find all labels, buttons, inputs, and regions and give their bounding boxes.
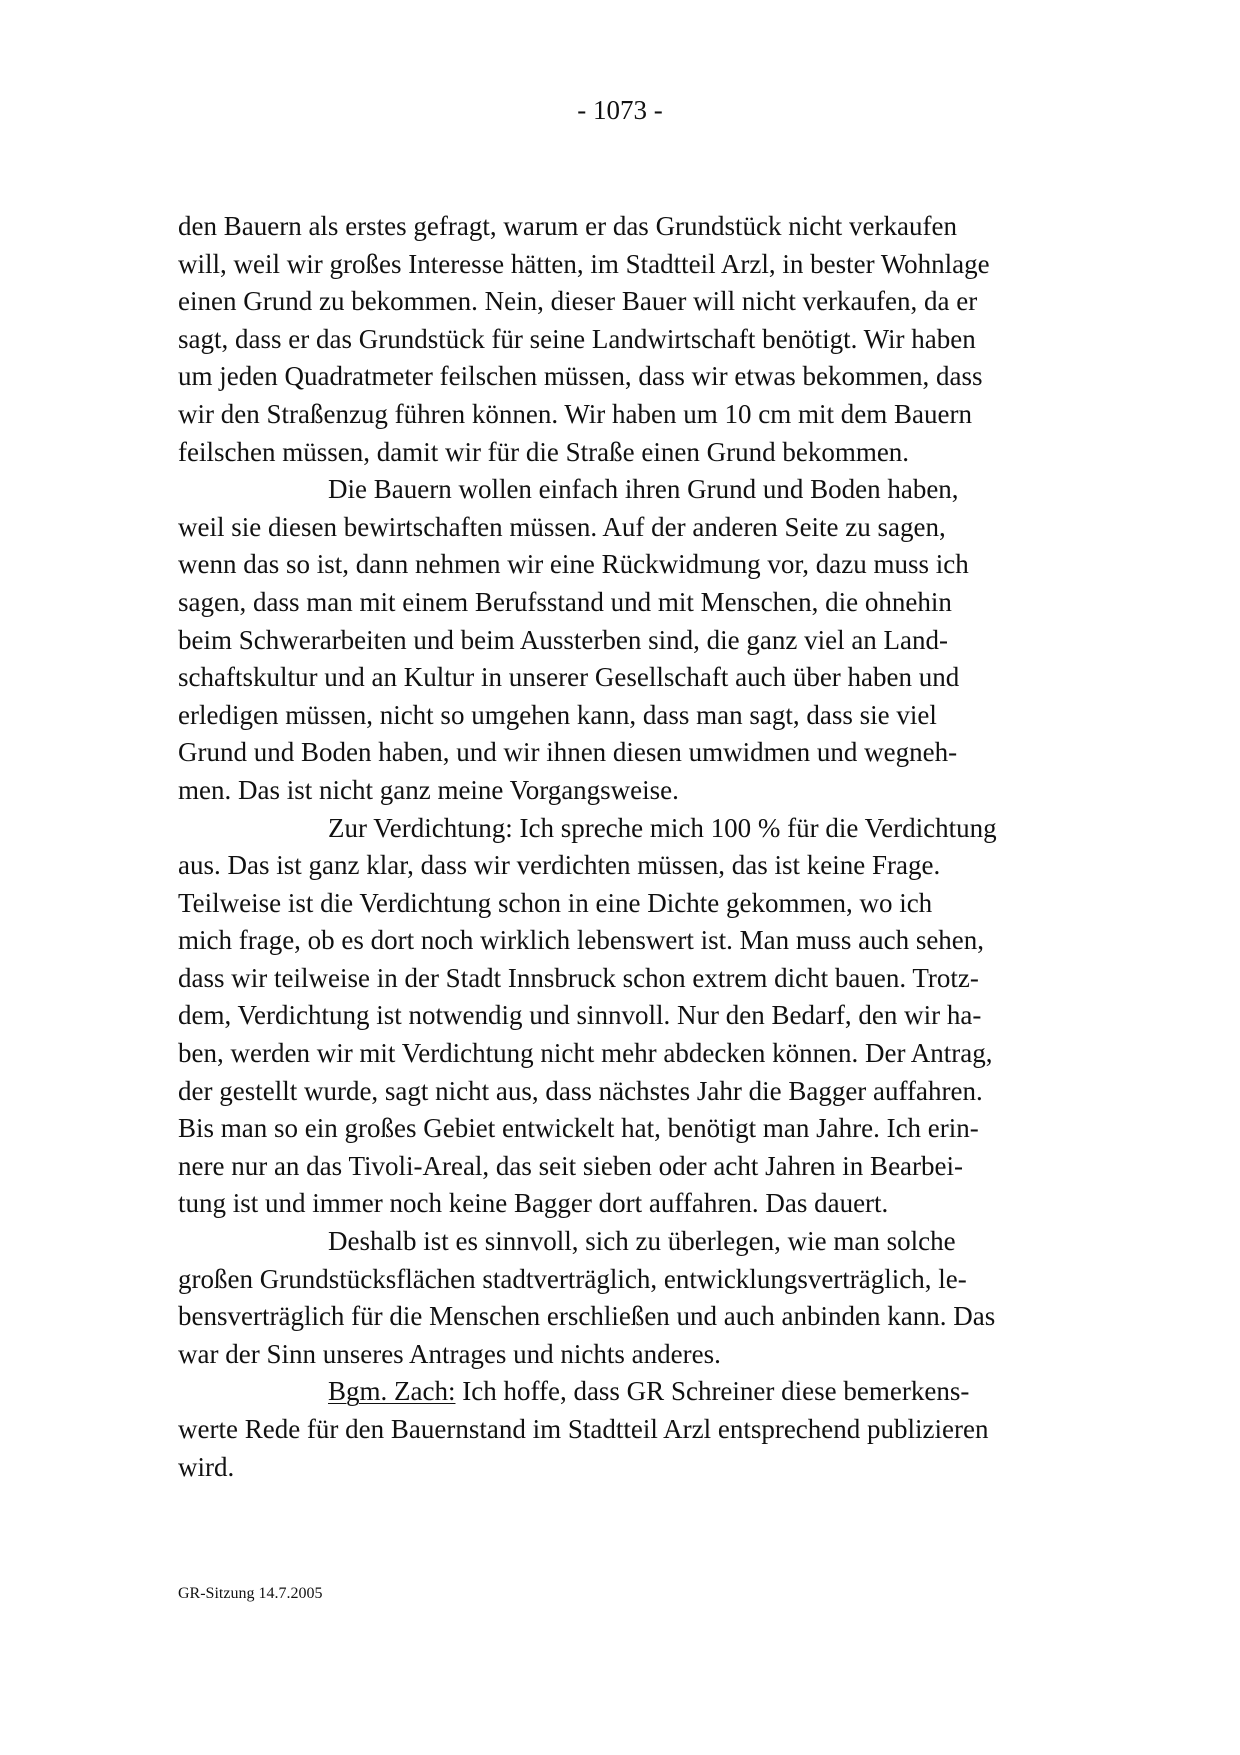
text-line: dem, Verdichtung ist notwendig und sinnvoll. Nur den Bedarf, den wir ha- bbox=[178, 1000, 982, 1031]
text-line: Bis man so ein großes Gebiet entwickelt hat, benötigt man Jahre. Ich erin- bbox=[178, 1113, 979, 1144]
paragraph bbox=[178, 1373, 1068, 1486]
paragraph bbox=[178, 471, 1068, 809]
text-line: werte Rede für den Bauernstand im Stadtteil Arzl entsprechend publizieren bbox=[178, 1414, 989, 1444]
speaker-text: Ich hoffe, dass GR Schreiner diese bemerkens- bbox=[455, 1376, 970, 1407]
text-line: will, weil wir großes Interesse hätten, im Stadtteil Arzl, in bester Wohnlage bbox=[178, 248, 990, 279]
text-line: aus. Das ist ganz klar, dass wir verdichten müssen, das ist keine Frage. bbox=[178, 850, 941, 881]
text-line: men. Das ist nicht ganz meine Vorgangsweise. bbox=[178, 774, 679, 805]
text-line: erledigen müssen, nicht so umgehen kann, dass man sagt, dass sie viel bbox=[178, 699, 937, 730]
text-line: Deshalb ist es sinnvoll, sich zu überlegen, wie man solche bbox=[328, 1226, 956, 1257]
text-line: Teilweise ist die Verdichtung schon in eine Dichte gekommen, wo ich bbox=[178, 887, 933, 918]
text-line: um jeden Quadratmeter feilschen müssen, dass wir etwas bekommen, dass bbox=[178, 361, 983, 392]
text-line: wir den Straßenzug führen können. Wir haben um 10 cm mit dem Bauern bbox=[178, 398, 972, 429]
paragraph bbox=[178, 810, 1068, 1224]
text-line bbox=[178, 1373, 1068, 1411]
speaker-label: Bgm. Zach: bbox=[328, 1376, 456, 1407]
text-line: großen Grundstücksflächen stadtverträglich, entwicklungsverträglich, le- bbox=[178, 1263, 967, 1294]
document-body bbox=[178, 208, 1068, 1486]
text-line: sagt, dass er das Grundstück für seine Landwirtschaft benötigt. Wir haben bbox=[178, 323, 976, 354]
text-line: nere nur an das Tivoli-Areal, das seit sieben oder acht Jahren in Bearbei- bbox=[178, 1150, 964, 1181]
paragraph bbox=[178, 1223, 1068, 1373]
text-line: dass wir teilweise in der Stadt Innsbruck schon extrem dicht bauen. Trotz- bbox=[178, 962, 979, 993]
text-line: beim Schwerarbeiten und beim Aussterben sind, die ganz viel an Land- bbox=[178, 624, 949, 655]
text-line: mich frage, ob es dort noch wirklich lebenswert ist. Man muss auch sehen, bbox=[178, 925, 985, 956]
text-line: ben, werden wir mit Verdichtung nicht mehr abdecken können. Der Antrag, bbox=[178, 1038, 993, 1069]
text-line: tung ist und immer noch keine Bagger dort auffahren. Das dauert. bbox=[178, 1188, 889, 1219]
footer-session-date: GR-Sitzung 14.7.2005 bbox=[178, 1585, 323, 1602]
text-line: wird. bbox=[178, 1451, 235, 1482]
text-line: weil sie diesen bewirtschaften müssen. Auf der anderen Seite zu sagen, bbox=[178, 511, 946, 542]
page-number: - 1073 - bbox=[577, 95, 663, 125]
text-line: einen Grund zu bekommen. Nein, dieser Bauer will nicht verkaufen, da er bbox=[178, 286, 978, 317]
text-line: Zur Verdichtung: Ich spreche mich 100 % für die Verdichtung bbox=[328, 812, 997, 843]
text-line: war der Sinn unseres Antrages und nichts anderes. bbox=[178, 1338, 721, 1369]
text-line: feilschen müssen, damit wir für die Straße einen Grund bekommen. bbox=[178, 436, 910, 467]
text-line: wenn das so ist, dann nehmen wir eine Rückwidmung vor, dazu muss ich bbox=[178, 549, 969, 580]
text-line: der gestellt wurde, sagt nicht aus, dass nächstes Jahr die Bagger auffahren. bbox=[178, 1075, 983, 1106]
text-line: Die Bauern wollen einfach ihren Grund und Boden haben, bbox=[328, 474, 959, 505]
paragraph bbox=[178, 208, 1068, 471]
text-line: Grund und Boden haben, und wir ihnen diesen umwidmen und wegneh- bbox=[178, 737, 958, 768]
text-line: bensverträglich für die Menschen erschließen und auch anbinden kann. Das bbox=[178, 1301, 996, 1332]
text-line: den Bauern als erstes gefragt, warum er das Grundstück nicht verkaufen bbox=[178, 211, 957, 241]
text-line: schaftskultur und an Kultur in unserer Gesellschaft auch über haben und bbox=[178, 662, 960, 693]
text-line: sagen, dass man mit einem Berufsstand und mit Menschen, die ohnehin bbox=[178, 586, 952, 617]
